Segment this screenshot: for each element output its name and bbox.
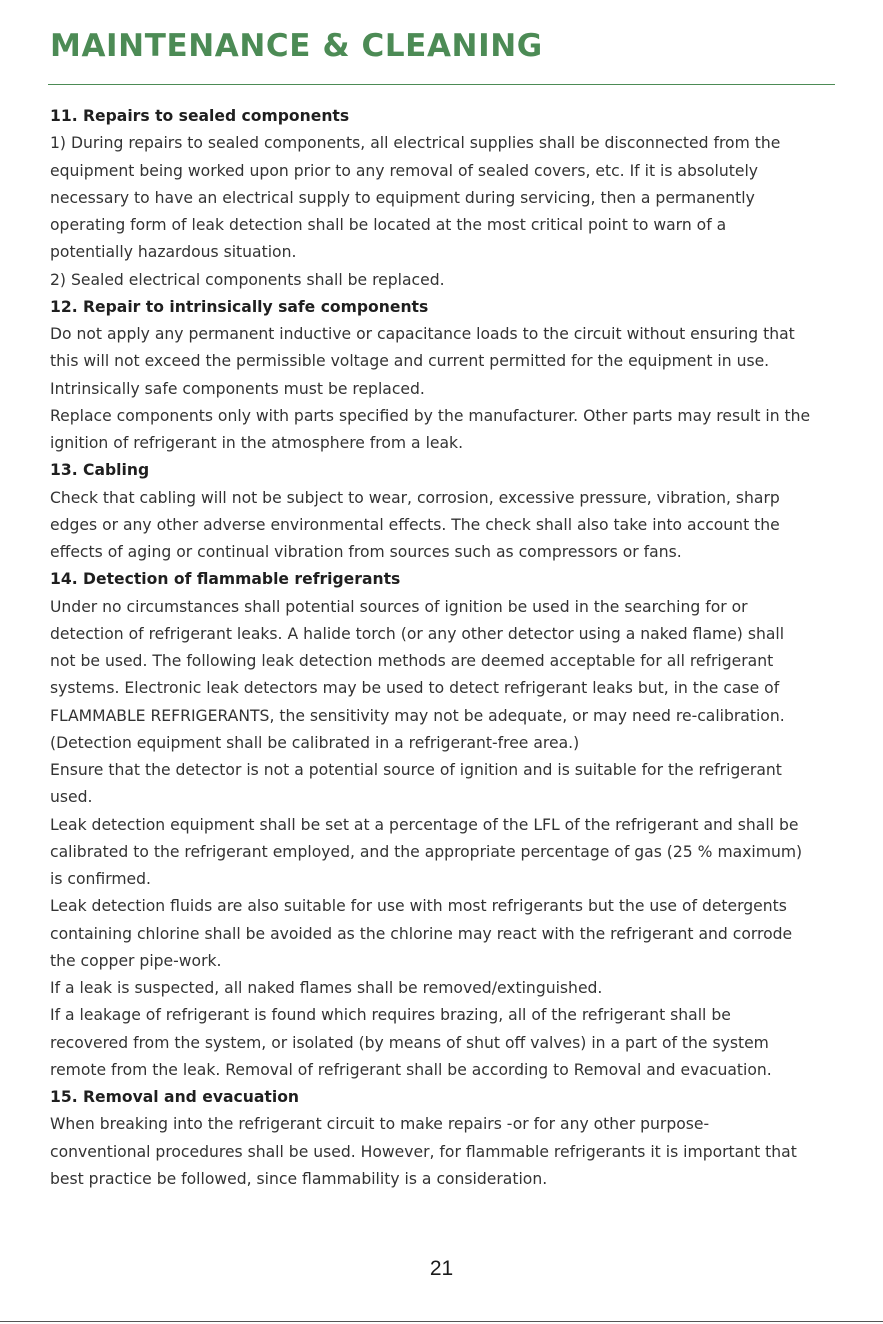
- body-text-line: FLAMMABLE REFRIGERANTS, the sensitivity may not be adequate, or may need re-calibration.: [50, 706, 785, 725]
- page-number: 21: [429, 1257, 454, 1280]
- body-text-line: conventional procedures shall be used. However, for flammable refrigerants it is important that: [50, 1142, 797, 1161]
- body-text-line: best practice be followed, since flammability is a consideration.: [50, 1169, 548, 1188]
- section-heading: 14. Detection of flammable refrigerants: [50, 570, 401, 589]
- body-text-line: Ensure that the detector is not a potential source of ignition and is suitable for the refrigerant: [50, 761, 782, 779]
- body-text-line: calibrated to the refrigerant employed, and the appropriate percentage of gas (25 % maximum): [50, 842, 803, 861]
- body-text-line: equipment being worked upon prior to any removal of sealed covers, etc. If it is absolutely: [50, 161, 759, 180]
- body-text-line: ignition of refrigerant in the atmosphere from a leak.: [50, 434, 464, 452]
- bottom-divider: [0, 1321, 883, 1322]
- body-text-line: this will not exceed the permissible voltage and current permitted for the equipment in use.: [50, 352, 770, 371]
- body-text-line: 1) During repairs to sealed components, all electrical supplies shall be disconnected from the: [50, 134, 781, 153]
- body-text-line: containing chlorine shall be avoided as the chlorine may react with the refrigerant and corrode: [50, 924, 793, 943]
- body-text-line: necessary to have an electrical supply to equipment during servicing, then a permanently: [50, 188, 755, 207]
- body-text-line: 2) Sealed electrical components shall be replaced.: [50, 270, 445, 289]
- body-text-line: Leak detection equipment shall be set at a percentage of the LFL of the refrigerant and shall be: [50, 815, 799, 834]
- body-text-line: If a leak is suspected, all naked flames shall be removed/extinguished.: [50, 979, 603, 997]
- body-text-line: edges or any other adverse environmental effects. The check shall also take into account the: [50, 515, 780, 534]
- body-text-line: is confirmed.: [50, 870, 152, 888]
- section-heading: 11. Repairs to sealed components: [50, 107, 350, 125]
- title-divider: [48, 84, 835, 85]
- body-text-line: Under no circumstances shall potential sources of ignition be used in the searching for or: [50, 597, 748, 616]
- body-text-line: If a leakage of refrigerant is found which requires brazing, all of the refrigerant shall be: [50, 1006, 731, 1025]
- body-text-line: recovered from the system, or isolated (by means of shut off valves) in a part of the system: [50, 1033, 769, 1052]
- body-text-line: Check that cabling will not be subject to wear, corrosion, excessive pressure, vibration, sharp: [50, 488, 780, 507]
- body-text-line: When breaking into the refrigerant circuit to make repairs -or for any other purpose-: [50, 1115, 710, 1134]
- section-heading: 15. Removal and evacuation: [50, 1088, 300, 1106]
- body-text-line: Do not apply any permanent inductive or capacitance loads to the circuit without ensuring that: [50, 325, 795, 343]
- section-heading: 13. Cabling: [50, 461, 150, 480]
- body-text-line: effects of aging or continual vibration from sources such as compressors or fans.: [50, 543, 682, 561]
- body-text-line: Intrinsically safe components must be replaced.: [50, 379, 425, 398]
- body-text-line: detection of refrigerant leaks. A halide torch (or any other detector using a naked flame) shall: [50, 624, 785, 643]
- page-title: MAINTENANCE & CLEANING: [50, 28, 543, 64]
- body-text-line: used.: [50, 788, 93, 807]
- body-text-line: potentially hazardous situation.: [50, 243, 297, 262]
- body-text-line: systems. Electronic leak detectors may be used to detect refrigerant leaks but, in the case of: [50, 679, 780, 698]
- body-text-line: operating form of leak detection shall be located at the most critical point to warn of a: [50, 216, 727, 234]
- body-text-line: the copper pipe-work.: [50, 951, 222, 970]
- body-text-line: remote from the leak. Removal of refrigerant shall be according to Removal and evacuation.: [50, 1060, 772, 1079]
- body-text-line: Leak detection fluids are also suitable for use with most refrigerants but the use of detergents: [50, 897, 787, 916]
- body-text-line: Replace components only with parts specified by the manufacturer. Other parts may result in the: [50, 406, 811, 425]
- section-heading: 12. Repair to intrinsically safe components: [50, 297, 429, 316]
- body-text-line: not be used. The following leak detection methods are deemed acceptable for all refrigerant: [50, 652, 774, 670]
- body-text-line: (Detection equipment shall be calibrated in a refrigerant-free area.): [50, 733, 580, 752]
- document-body: [50, 103, 840, 1193]
